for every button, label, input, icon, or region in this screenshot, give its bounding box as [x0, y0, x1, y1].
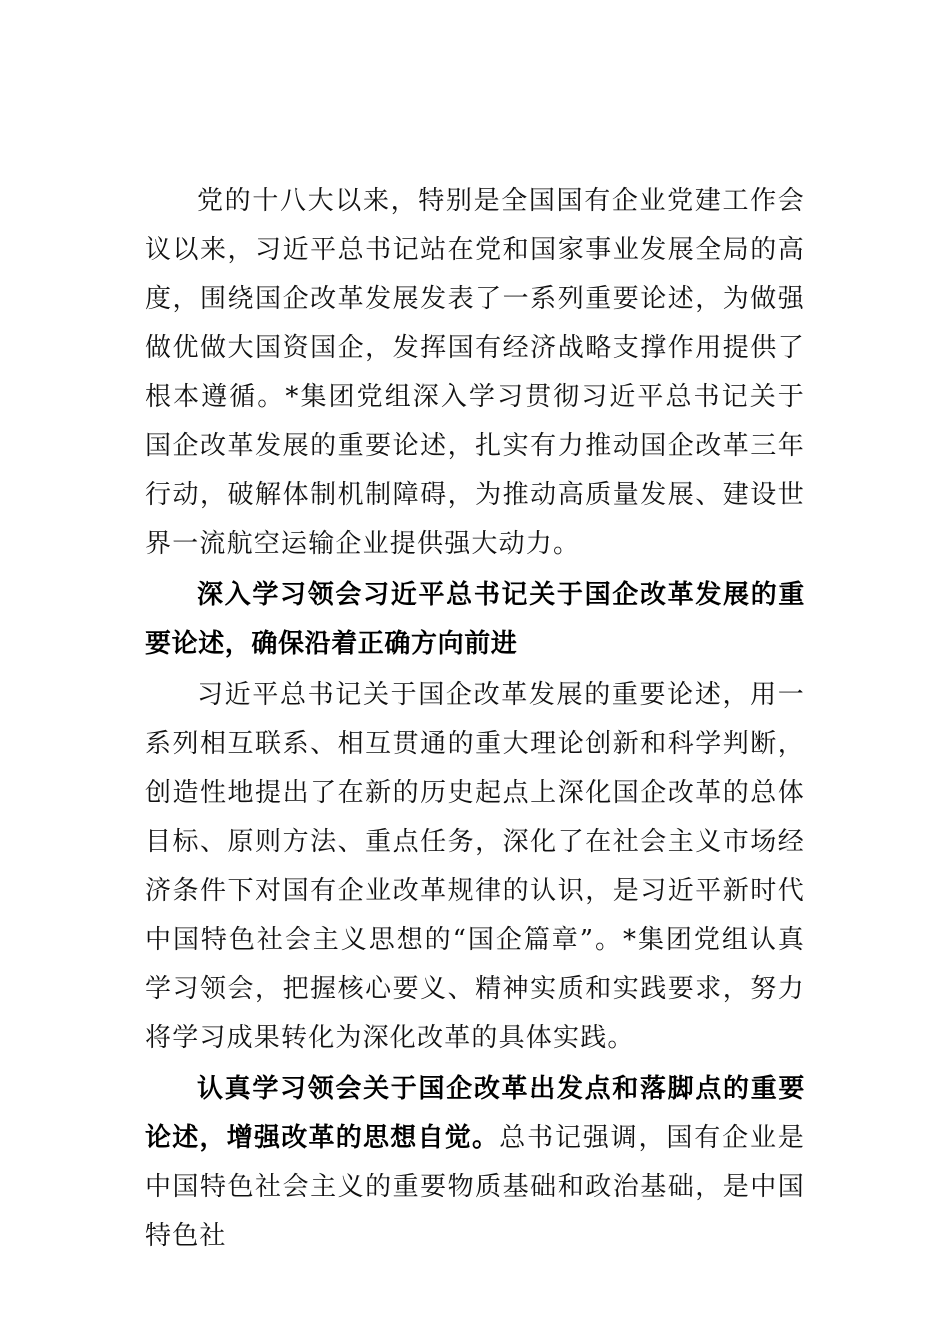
paragraph-study: 习近平总书记关于国企改革发展的重要论述，用一系列相互联系、相互贯通的重大理论创新和科学判断，创造性地提出了在新的历史起点上深化国企改革的总体目标、原则方法、重点任务，深化了在社会主义市场经济条件下对国有企业改革规律的认识，是习近平新时代中国特色社会主义思想的“国企篇章”。*集团党组认真学习领会，把握核心要义、精神实质和实践要求，努力将学习成果转化为深化改革的具体实践。	[145, 680, 805, 1053]
section-heading: 深入学习领会习近平总书记关于国企改革发展的重要论述，确保沿着正确方向前进	[145, 580, 805, 659]
paragraph-lead-sentence: 认真学习领会关于国企改革出发点和落脚点的重要论述，增强改革的思想自觉。	[145, 1074, 805, 1153]
paragraph-reform	[145, 1065, 805, 1261]
paragraph-body-text: 总书记强调，国有企业是中国特色社会主义的重要物质基础和政治基础，是中国特色社	[145, 1123, 805, 1251]
paragraph-intro: 党的十八大以来，特别是全国国有企业党建工作会议以来，习近平总书记站在党和国家事业发展全局的高度，围绕国企改革发展发表了一系列重要论述，为做强做优做大国资国企，发挥国有经济战略支撑作用提供了根本遵循。*集团党组深入学习贯彻习近平总书记关于国企改革发展的重要论述，扎实有力推动国企改革三年行动，破解体制机制障碍，为推动高质量发展、建设世界一流航空运输企业提供强大动力。	[145, 186, 805, 559]
document-body	[145, 177, 805, 1261]
